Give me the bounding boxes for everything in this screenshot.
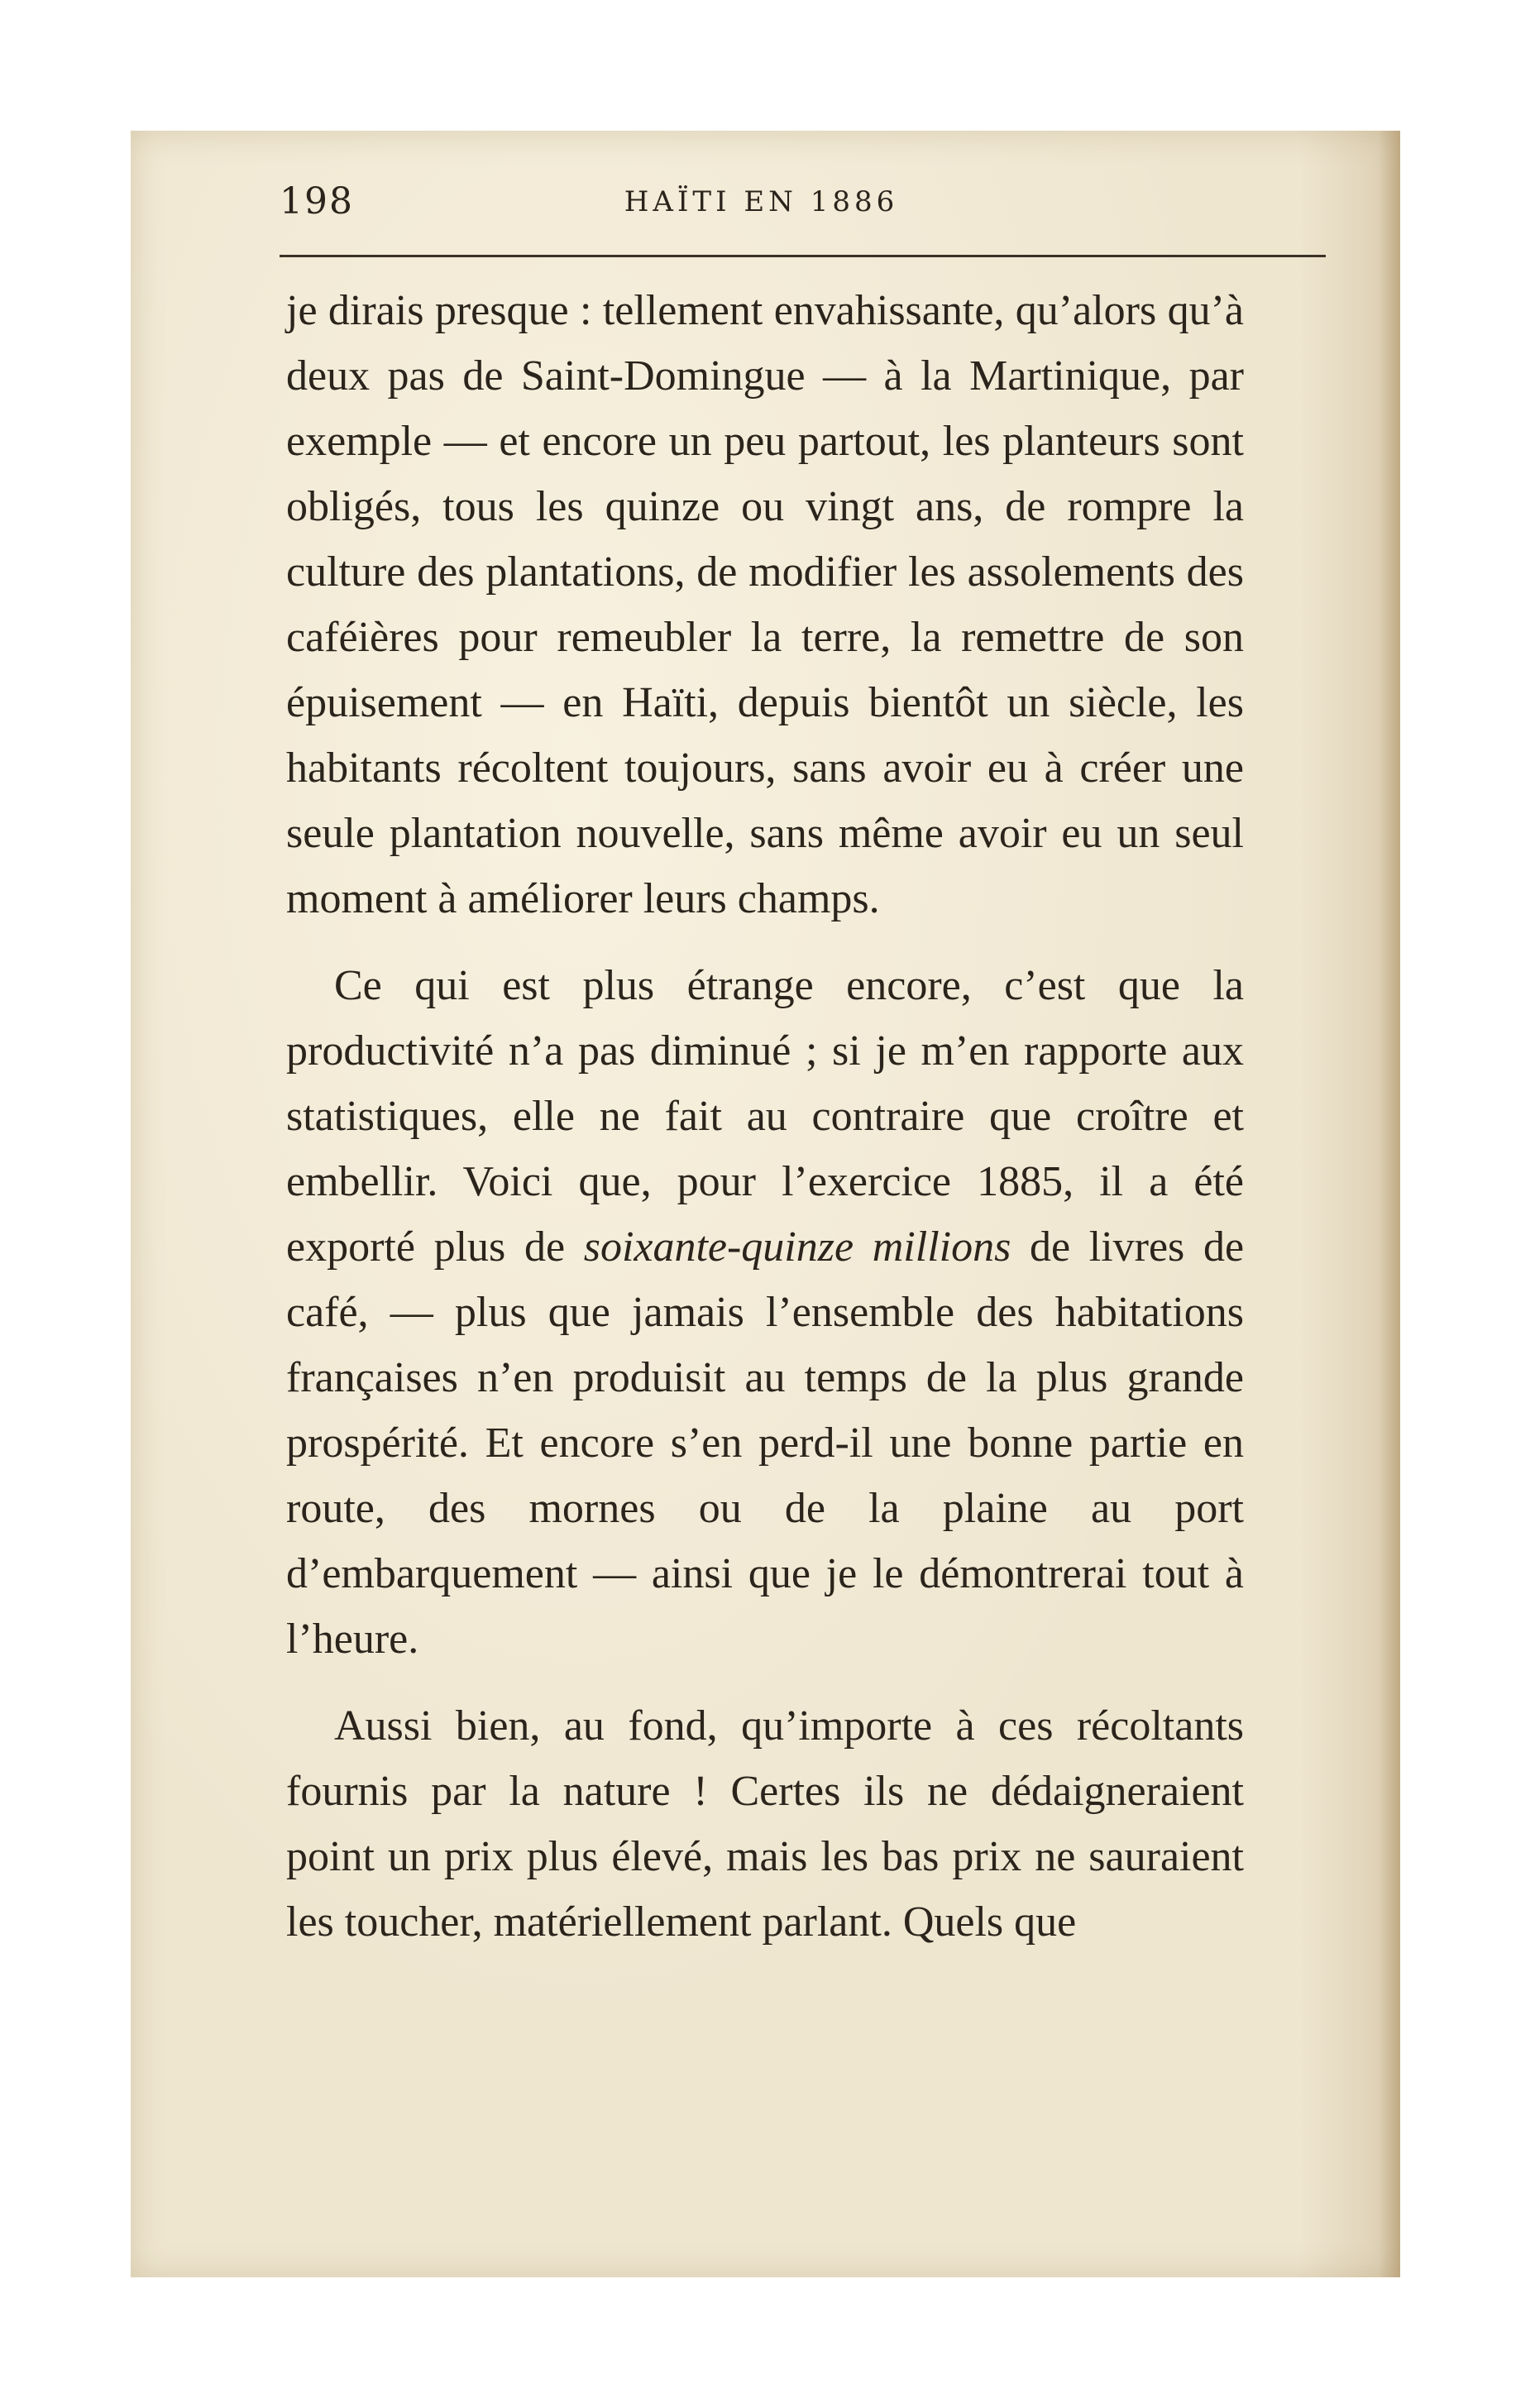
paragraph-2	[286, 953, 1244, 1672]
paragraph-2-italic-phrase: soixante-quinze millions	[583, 1223, 1011, 1271]
book-page	[131, 131, 1400, 2277]
paragraph-1: je dirais presque : tellement envahissante, qu’alors qu’à deux pas de Saint-Domingue — à la Martinique, par exemple — et encore un peu partout, les planteurs sont obligés, tous les quinze ou vingt ans, de rompre la culture des plantations, de modifier les assolements des caféières pour remeubler la terre, la remettre de son épuisement — en Haïti, depuis bientôt un siècle, les habitants récoltent toujours, sans avoir eu à créer une seule plantation nouvelle, sans même avoir eu un seul moment à améliorer leurs champs.	[286, 287, 1244, 922]
body-text	[286, 278, 1244, 1955]
header-rule	[280, 255, 1326, 257]
paragraph-2-text-after: de livres de café, — plus que jamais l’ensemble des habitations françaises n’en produisit au temps de la plus grande prospérité. Et encore s’en perd-il une bonne partie en route, des mornes ou de la plaine au port d’embarquement — ainsi que je le démontrerai tout à l’heure.	[286, 1223, 1245, 1663]
page-edge-shadow	[1379, 131, 1400, 2277]
page-header	[280, 180, 1243, 263]
running-title: HAÏTI EN 1886	[624, 185, 899, 218]
paragraph-3: Aussi bien, au fond, qu’importe à ces récoltants fournis par la nature ! Certes ils ne dédaigneraient point un prix plus élevé, mais les bas prix ne sauraient les toucher, matériellement parlant. Quels que	[286, 1702, 1244, 1946]
page-number: 198	[280, 180, 354, 223]
paragraph-2-text-before: Ce qui est plus étrange encore, c’est que la productivité n’a pas diminué ; si je m’en rapporte aux statistiques, elle ne fait au contraire que croître et embellir. Voici que, pour l’exercice 1885, il a été exporté plus de	[286, 962, 1244, 1271]
